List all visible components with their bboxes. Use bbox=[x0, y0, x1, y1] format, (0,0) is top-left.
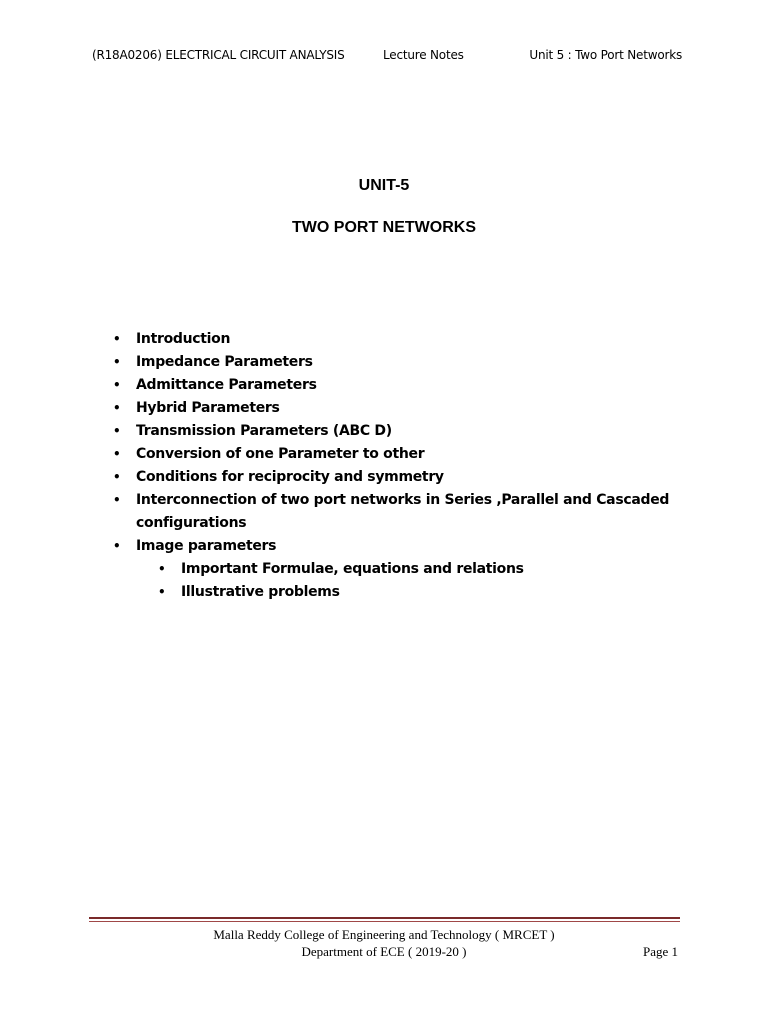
footer-department: Department of ECE ( 2019-20 ) bbox=[301, 944, 467, 959]
bullet-icon: • bbox=[158, 562, 166, 576]
header-course-title: (R18A0206) ELECTRICAL CIRCUIT ANALYSIS bbox=[92, 48, 345, 62]
topic-item bbox=[110, 328, 680, 351]
topic-text: Admittance Parameters bbox=[136, 377, 317, 393]
topic-text: Hybrid Parameters bbox=[136, 400, 280, 416]
bullet-icon: • bbox=[158, 585, 166, 599]
topic-item bbox=[110, 397, 680, 420]
topic-item bbox=[110, 351, 680, 374]
header-lecture-notes: Lecture Notes bbox=[383, 48, 464, 62]
footer-rule-thin bbox=[89, 921, 680, 922]
subtopic-text: Important Formulae, equations and relations bbox=[181, 561, 524, 577]
subtopic-item bbox=[155, 581, 680, 604]
footer-rule bbox=[89, 917, 680, 919]
bullet-icon: • bbox=[113, 447, 121, 461]
topic-item bbox=[110, 374, 680, 397]
topics-list bbox=[110, 328, 680, 604]
bullet-icon: • bbox=[113, 424, 121, 438]
topic-item bbox=[110, 466, 680, 489]
topic-item bbox=[110, 535, 680, 558]
header-unit-label: Unit 5 : Two Port Networks bbox=[529, 48, 682, 62]
page-number: Page 1 bbox=[642, 944, 678, 959]
topic-item bbox=[110, 443, 680, 466]
bullet-icon: • bbox=[113, 493, 121, 507]
topic-text: Interconnection of two port networks in Series ,Parallel and Cascaded configurations bbox=[136, 492, 670, 531]
bullet-icon: • bbox=[113, 332, 121, 346]
unit-topic-heading: TWO PORT NETWORKS bbox=[292, 219, 476, 236]
bullet-icon: • bbox=[113, 539, 121, 553]
topic-item bbox=[110, 489, 680, 535]
bullet-icon: • bbox=[113, 355, 121, 369]
bullet-icon: • bbox=[113, 378, 121, 392]
topic-text: Transmission Parameters (ABC D) bbox=[136, 423, 392, 439]
subtopic-item bbox=[155, 558, 680, 581]
bullet-icon: • bbox=[113, 470, 121, 484]
topic-item bbox=[110, 420, 680, 443]
topic-text: Image parameters bbox=[136, 538, 277, 554]
topic-text: Conversion of one Parameter to other bbox=[136, 446, 425, 462]
footer-college-name: Malla Reddy College of Engineering and Technology ( MRCET ) bbox=[213, 927, 555, 942]
topic-text: Conditions for reciprocity and symmetry bbox=[136, 469, 444, 485]
unit-heading: UNIT-5 bbox=[358, 177, 410, 194]
topic-text: Introduction bbox=[136, 331, 231, 347]
bullet-icon: • bbox=[113, 401, 121, 415]
page-header bbox=[92, 48, 682, 66]
subtopic-text: Illustrative problems bbox=[181, 584, 340, 600]
topic-text: Impedance Parameters bbox=[136, 354, 313, 370]
